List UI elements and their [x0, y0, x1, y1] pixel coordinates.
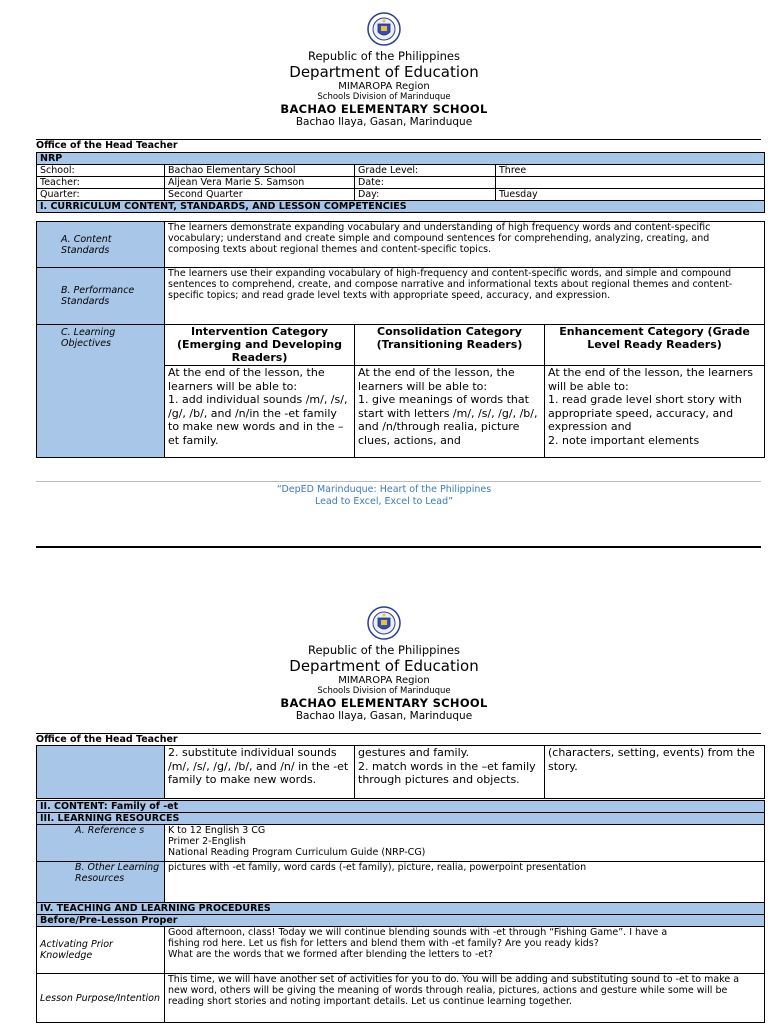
enhancement-category-heading: Enhancement Category (Grade Level Ready Readers) [545, 325, 765, 366]
department-line: Department of Education [289, 657, 479, 675]
before-lesson-heading: Before/Pre-Lesson Proper [37, 915, 765, 927]
lesson-purpose-text: This time, we will have another set of activities for you to do. You will be adding and substituting sound to -et to make a new word, others will be giving the meaning of words through realia, pictures, actions and gesture while some will be reading short stories and noting important details. Let us continue learning together. [165, 974, 765, 1023]
document-page-2 [0, 600, 768, 1024]
other-resources-text: pictures with -et family, word cards (-et family), picture, realia, powerpoint presentation [165, 862, 765, 903]
division-line: Schools Division of Marinduque [317, 686, 451, 696]
region-line: MIMAROPA Region [338, 675, 430, 686]
grade-value: Three [496, 165, 765, 177]
program-row: NRP [37, 153, 765, 165]
intervention-objectives-continued: 2. substitute individual sounds /m/, /s/, /g/, /b/, and /n/ in the -et family to make new words. [165, 746, 355, 799]
section-1-heading: I. CURRICULUM CONTENT, STANDARDS, AND LESSON COMPETENCIES [37, 201, 765, 213]
consolidation-objectives: At the end of the lesson, the learners will be able to: 1. give meanings of words that start with letters /m/, /s/, /g/, /b/, and /n/through realia, picture clues, actions, and [355, 366, 545, 458]
office-label: Office of the Head Teacher [36, 734, 178, 745]
enhancement-objectives: At the end of the lesson, the learners will be able to: 1. read grade level short story with appropriate speed, accuracy, and expression and 2. note important elements [545, 366, 765, 458]
lesson-plan-table [36, 152, 765, 213]
school-address: Bachao Ilaya, Gasan, Marinduque [295, 116, 473, 128]
section-2-heading: II. CONTENT: Family of -et [37, 801, 765, 813]
department-line: Department of Education [289, 63, 479, 81]
performance-standards-text: The learners use their expanding vocabulary of high-frequency and content-specific words, and simple and compound sentences to comprehend, create, and compose narrative and informational texts about regional themes and content-specific topics; and read grade level texts with appropriate speed, accuracy, and expression. [165, 268, 765, 325]
intervention-category-heading: Intervention Category (Emerging and Developing Readers) [165, 325, 355, 366]
enhancement-objectives-continued: (characters, setting, events) from the story. [545, 746, 765, 799]
school-address: Bachao Ilaya, Gasan, Marinduque [295, 710, 473, 722]
republic-line: Republic of the Philippines [307, 643, 461, 657]
footer-slogan-line-1: “DepED Marinduque: Heart of the Philippines [276, 484, 492, 495]
page-footer [0, 484, 768, 508]
learning-objectives-label: C. Learning Objectives [37, 325, 165, 458]
activating-prior-knowledge-label: Activating Prior Knowledge [37, 927, 165, 974]
performance-standards-label: B. Performance Standards [37, 268, 165, 325]
footer-slogan-line-2: Lead to Excel, Excel to Lead” [314, 496, 454, 507]
references-text: K to 12 English 3 CG Primer 2-English National Reading Program Curriculum Guide (NRP-CG) [165, 825, 765, 862]
lesson-purpose-label: Lesson Purpose/Intention [37, 974, 165, 1023]
other-resources-label: B. Other Learning Resources [37, 862, 165, 903]
school-name: BACHAO ELEMENTARY SCHOOL [280, 102, 488, 116]
objectives-continued-table [36, 745, 765, 799]
letterhead-page-2 [0, 600, 768, 723]
day-value: Tuesday [496, 189, 765, 201]
school-name: BACHAO ELEMENTARY SCHOOL [280, 696, 488, 710]
region-line: MIMAROPA Region [338, 81, 430, 92]
references-label: A. Reference s [37, 825, 165, 862]
objectives-continued-label-cell [37, 746, 165, 799]
teacher-label: Teacher: [37, 177, 165, 189]
school-label: School: [37, 165, 165, 177]
footer-divider [36, 481, 761, 482]
date-value [496, 177, 765, 189]
republic-line: Republic of the Philippines [307, 49, 461, 63]
page-break-line [36, 546, 761, 548]
resources-procedures-table [36, 800, 765, 1023]
standards-table [36, 221, 765, 458]
letterhead [0, 0, 768, 129]
quarter-value: Second Quarter [165, 189, 355, 201]
content-standards-text: The learners demonstrate expanding vocabulary and understanding of high frequency words and content-specific vocabulary; understand and create simple and compound sentences for comprehending, analyzing, creating, and composing texts about regional themes and content-specific topics. [165, 222, 765, 268]
deped-seal-icon [367, 606, 401, 640]
intervention-objectives: At the end of the lesson, the learners will be able to: 1. add individual sounds /m/, /s/, /g/, /b/, and /n/in the -et family to make new words and in the –et family. [165, 366, 355, 458]
deped-seal-icon [367, 12, 401, 46]
section-4-heading: IV. TEACHING AND LEARNING PROCEDURES [37, 903, 765, 915]
content-standards-label: A. Content Standards [37, 222, 165, 268]
school-value: Bachao Elementary School [165, 165, 355, 177]
division-line: Schools Division of Marinduque [317, 92, 451, 102]
quarter-label: Quarter: [37, 189, 165, 201]
office-label: Office of the Head Teacher [36, 140, 178, 151]
teacher-value: Aljean Vera Marie S. Samson [165, 177, 355, 189]
date-label: Date: [355, 177, 496, 189]
day-label: Day: [355, 189, 496, 201]
activating-prior-knowledge-text: Good afternoon, class! Today we will continue blending sounds with -et through “Fishing Game”. I have a fishing rod here. Let us fish for letters and blend them with -et family? Are you ready kids? What are the words that we formed after blending the letters to -et? [165, 927, 765, 974]
grade-label: Grade Level: [355, 165, 496, 177]
consolidation-category-heading: Consolidation Category (Transitioning Readers) [355, 325, 545, 366]
consolidation-objectives-continued: gestures and family. 2. match words in the –et family through pictures and objects. [355, 746, 545, 799]
section-3-heading: III. LEARNING RESOURCES [37, 813, 765, 825]
